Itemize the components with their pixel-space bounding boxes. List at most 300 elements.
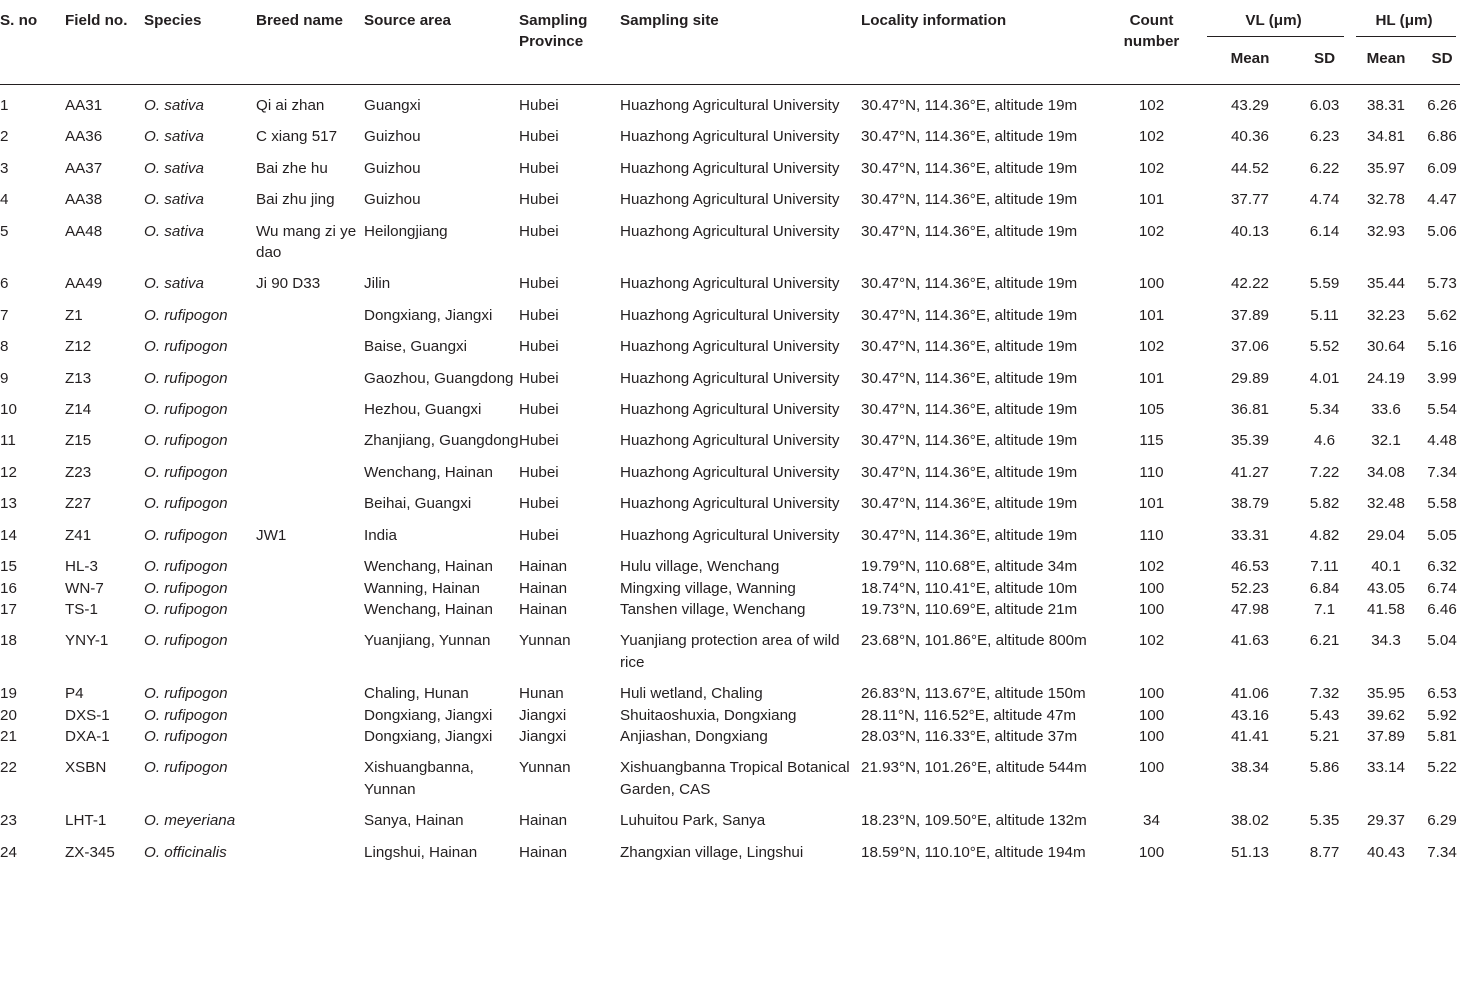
table-row: [0, 515, 1460, 546]
cell-locality: 26.83°N, 113.67°E, altitude 150m: [861, 685, 1086, 703]
cell-field: AA49: [65, 275, 103, 293]
cell-breed: [256, 832, 364, 863]
cell-vl-mean: 33.31: [1230, 526, 1269, 544]
cell-province: Hubei: [519, 401, 559, 419]
cell-source: Dongxiang, Jiangxi: [364, 306, 493, 324]
cell-count: 110: [1139, 463, 1164, 481]
cell-vl-sd: 5.52: [1309, 338, 1340, 356]
cell-hl-mean: 34.3: [1371, 632, 1401, 650]
cell-breed: [256, 420, 364, 451]
cell-breed: [256, 705, 364, 726]
cell-hl-mean: 39.62: [1367, 706, 1406, 724]
cell-species: O. rufipogon: [144, 632, 228, 650]
cell-sno: 17: [0, 600, 17, 618]
cell-sno: 12: [0, 463, 17, 481]
cell-sno: 10: [0, 401, 17, 419]
cell-vl-mean: 29.89: [1230, 369, 1269, 387]
cell-count: 101: [1138, 369, 1165, 387]
cell-vl-sd: 7.32: [1309, 685, 1340, 703]
cell-breed: C xiang 517: [256, 128, 338, 146]
cell-vl-sd: 5.82: [1309, 495, 1340, 513]
cell-field: Z13: [65, 369, 92, 387]
cell-hl-mean: 35.97: [1367, 159, 1406, 177]
cell-locality: 21.93°N, 101.26°E, altitude 544m: [861, 759, 1087, 777]
cell-province: Hubei: [519, 191, 559, 209]
cell-vl-sd: 5.21: [1309, 727, 1340, 745]
cell-vl-mean: 41.27: [1230, 463, 1269, 481]
cell-locality: 30.47°N, 114.36°E, altitude 19m: [861, 275, 1078, 293]
cell-locality: 19.79°N, 110.68°E, altitude 34m: [861, 558, 1078, 576]
cell-species: O. rufipogon: [144, 463, 228, 481]
cell-locality: 18.74°N, 110.41°E, altitude 10m: [861, 579, 1078, 597]
cell-breed: Qi ai zhan: [256, 97, 325, 114]
cell-hl-sd: 4.48: [1427, 432, 1457, 450]
cell-province: Jiangxi: [519, 706, 567, 724]
table-row: [0, 452, 1460, 483]
cell-field: HL-3: [65, 558, 98, 576]
cell-species: O. rufipogon: [144, 306, 228, 324]
cell-breed: Ji 90 D33: [256, 275, 321, 293]
table-row: [0, 358, 1460, 389]
cell-hl-sd: 5.04: [1427, 632, 1457, 650]
cell-source: Chaling, Hunan: [364, 685, 469, 703]
cell-breed: [256, 546, 364, 577]
cell-vl-sd: 6.03: [1309, 97, 1340, 114]
cell-province: Hainan: [519, 558, 568, 576]
cell-site: Huazhong Agricultural University: [620, 369, 840, 387]
cell-hl-mean: 38.31: [1367, 97, 1406, 114]
cell-hl-sd: 5.22: [1427, 759, 1457, 777]
cell-field: P4: [65, 685, 84, 703]
cell-vl-sd: 5.34: [1309, 401, 1340, 419]
cell-hl-sd: 6.09: [1427, 159, 1457, 177]
cell-hl-sd: 6.74: [1427, 579, 1457, 597]
cell-vl-mean: 40.13: [1230, 222, 1269, 240]
cell-vl-mean: 42.22: [1230, 275, 1269, 293]
cell-hl-mean: 29.37: [1367, 812, 1406, 830]
header-vl-sd: SD: [1301, 40, 1348, 85]
cell-count: 102: [1138, 338, 1165, 356]
cell-species: O. rufipogon: [144, 526, 228, 544]
cell-site: Shuitaoshuxia, Dongxiang: [620, 706, 797, 724]
cell-source: Zhanjiang, Guangdong: [364, 432, 519, 450]
table-row: [0, 483, 1460, 514]
cell-locality: 30.47°N, 114.36°E, altitude 19m: [861, 97, 1078, 114]
cell-vl-mean: 43.29: [1230, 97, 1269, 114]
cell-sno: 19: [0, 685, 17, 703]
cell-hl-sd: 6.26: [1427, 97, 1457, 114]
cell-count: 100: [1138, 706, 1165, 724]
cell-breed: [256, 620, 364, 673]
table-row: [0, 578, 1460, 599]
cell-field: Z41: [65, 526, 92, 544]
cell-site: Huli wetland, Chaling: [620, 685, 763, 703]
cell-vl-sd: 7.22: [1309, 463, 1340, 481]
cell-species: O. rufipogon: [144, 495, 228, 513]
cell-species: O. rufipogon: [144, 338, 228, 356]
cell-source: Heilongjiang: [364, 222, 448, 240]
cell-site: Tanshen village, Wenchang: [620, 600, 806, 618]
cell-hl-mean: 32.93: [1367, 222, 1406, 240]
cell-vl-sd: 4.01: [1309, 369, 1340, 387]
cell-hl-sd: 5.58: [1427, 495, 1457, 513]
header-hl-group: [1348, 0, 1460, 40]
cell-province: Hubei: [519, 338, 559, 356]
cell-vl-mean: 40.36: [1230, 128, 1269, 146]
cell-field: YNY-1: [65, 632, 109, 650]
cell-species: O. rufipogon: [144, 727, 228, 745]
cell-breed: [256, 599, 364, 620]
cell-province: Hubei: [519, 128, 559, 146]
cell-species: O. sativa: [144, 275, 204, 293]
cell-vl-sd: 5.11: [1310, 306, 1339, 324]
cell-species: O. sativa: [144, 128, 204, 146]
cell-locality: 30.47°N, 114.36°E, altitude 19m: [861, 463, 1078, 481]
cell-hl-sd: 3.99: [1427, 369, 1457, 387]
cell-count: 102: [1138, 558, 1165, 576]
cell-field: AA36: [65, 128, 103, 146]
cell-species: O. rufipogon: [144, 579, 228, 597]
table-row: [0, 295, 1460, 326]
cell-locality: 30.47°N, 114.36°E, altitude 19m: [861, 128, 1078, 146]
cell-source: Guizhou: [364, 191, 421, 209]
cell-count: 115: [1139, 432, 1164, 450]
cell-vl-mean: 38.02: [1230, 812, 1269, 830]
cell-vl-mean: 47.98: [1230, 600, 1269, 618]
cell-hl-sd: 6.32: [1427, 558, 1457, 576]
cell-hl-mean: 32.1: [1371, 432, 1401, 450]
cell-hl-sd: 5.73: [1427, 275, 1457, 293]
cell-field: AA48: [65, 222, 103, 240]
cell-count: 102: [1138, 128, 1165, 146]
cell-site: Anjiashan, Dongxiang: [620, 727, 768, 745]
cell-province: Hubei: [519, 159, 559, 177]
cell-source: Guizhou: [364, 128, 421, 146]
cell-hl-mean: 41.58: [1367, 600, 1406, 618]
header-field-no: Field no.: [65, 0, 144, 85]
cell-province: Yunnan: [519, 632, 571, 650]
cell-sno: 23: [0, 812, 17, 830]
cell-sno: 21: [0, 727, 17, 745]
cell-site: Huazhong Agricultural University: [620, 306, 840, 324]
cell-species: O. meyeriana: [144, 812, 236, 830]
cell-site: Huazhong Agricultural University: [620, 526, 840, 544]
cell-count: 100: [1138, 579, 1165, 597]
cell-count: 101: [1138, 191, 1165, 209]
cell-vl-sd: 5.59: [1309, 275, 1340, 293]
cell-breed: [256, 578, 364, 599]
cell-sno: 2: [0, 128, 9, 146]
cell-species: O. rufipogon: [144, 706, 228, 724]
cell-vl-sd: 5.43: [1309, 706, 1340, 724]
cell-sno: 7: [0, 306, 9, 324]
cell-breed: [256, 673, 364, 704]
cell-vl-sd: 6.14: [1309, 222, 1340, 240]
cell-hl-sd: 6.53: [1427, 685, 1457, 703]
cell-field: ZX-345: [65, 843, 115, 861]
cell-species: O. rufipogon: [144, 685, 228, 703]
cell-hl-sd: 5.16: [1427, 338, 1457, 356]
cell-sno: 14: [0, 526, 17, 544]
cell-breed: [256, 483, 364, 514]
cell-sno: 20: [0, 706, 17, 724]
cell-site: Huazhong Agricultural University: [620, 128, 840, 146]
cell-locality: 30.47°N, 114.36°E, altitude 19m: [861, 159, 1078, 177]
cell-province: Hubei: [519, 463, 559, 481]
cell-vl-mean: 37.77: [1230, 191, 1269, 209]
cell-hl-mean: 40.43: [1367, 843, 1406, 861]
cell-hl-mean: 30.64: [1367, 338, 1406, 356]
cell-count: 105: [1138, 401, 1165, 419]
cell-vl-mean: 35.39: [1230, 432, 1269, 450]
cell-hl-mean: 33.6: [1371, 401, 1401, 419]
cell-breed: [256, 800, 364, 831]
cell-province: Hainan: [519, 843, 568, 861]
cell-site: Huazhong Agricultural University: [620, 222, 840, 240]
cell-sno: 22: [0, 759, 17, 777]
cell-source: Xishuangbanna, Yunnan: [364, 759, 474, 798]
cell-field: AA31: [65, 97, 103, 114]
cell-field: LHT-1: [65, 812, 107, 830]
cell-sno: 18: [0, 632, 17, 650]
cell-field: Z14: [65, 401, 92, 419]
cell-hl-mean: 35.95: [1367, 685, 1406, 703]
cell-site: Xishuangbanna Tropical Botanical Garden, CAS: [620, 759, 850, 798]
cell-locality: 30.47°N, 114.36°E, altitude 19m: [861, 338, 1078, 356]
cell-vl-mean: 37.06: [1230, 338, 1269, 356]
cell-site: Huazhong Agricultural University: [620, 432, 840, 450]
cell-sno: 4: [0, 191, 9, 209]
cell-vl-sd: 6.21: [1309, 632, 1340, 650]
cell-source: Jilin: [364, 275, 391, 293]
cell-count: 102: [1138, 222, 1165, 240]
cell-hl-mean: 32.23: [1367, 306, 1406, 324]
cell-vl-sd: 5.86: [1309, 759, 1340, 777]
cell-vl-sd: 6.23: [1309, 128, 1340, 146]
cell-site: Hulu village, Wenchang: [620, 558, 780, 576]
cell-hl-sd: 5.81: [1427, 727, 1457, 745]
cell-species: O. rufipogon: [144, 759, 228, 777]
table-row: [0, 705, 1460, 726]
cell-province: Hainan: [519, 579, 568, 597]
cell-source: India: [364, 526, 397, 544]
cell-vl-mean: 38.34: [1230, 759, 1269, 777]
cell-vl-sd: 4.6: [1313, 432, 1336, 450]
cell-field: TS-1: [65, 600, 98, 618]
header-vl-group: [1199, 0, 1348, 40]
cell-hl-sd: 5.06: [1427, 222, 1457, 240]
cell-site: Luhuitou Park, Sanya: [620, 812, 766, 830]
cell-locality: 30.47°N, 114.36°E, altitude 19m: [861, 191, 1078, 209]
cell-source: Wenchang, Hainan: [364, 600, 493, 618]
cell-vl-mean: 36.81: [1230, 401, 1269, 419]
cell-locality: 28.11°N, 116.52°E, altitude 47m: [861, 706, 1077, 724]
cell-site: Huazhong Agricultural University: [620, 275, 840, 293]
cell-field: Z1: [65, 306, 83, 324]
cell-province: Jiangxi: [519, 727, 567, 745]
header-locality-information: Locality information: [861, 0, 1104, 85]
table-row: [0, 389, 1460, 420]
cell-source: Dongxiang, Jiangxi: [364, 727, 493, 745]
cell-vl-mean: 38.79: [1230, 495, 1269, 513]
cell-vl-mean: 41.41: [1230, 727, 1269, 745]
cell-province: Hubei: [519, 275, 559, 293]
cell-field: Z15: [65, 432, 92, 450]
cell-count: 102: [1138, 159, 1165, 177]
cell-vl-sd: 5.35: [1309, 812, 1340, 830]
cell-count: 100: [1138, 727, 1165, 745]
cell-count: 101: [1138, 306, 1165, 324]
cell-vl-mean: 41.06: [1230, 685, 1269, 703]
cell-site: Huazhong Agricultural University: [620, 463, 840, 481]
cell-sno: 11: [0, 432, 16, 450]
cell-hl-mean: 32.78: [1367, 191, 1406, 209]
cell-hl-sd: 6.86: [1427, 128, 1457, 146]
cell-field: DXS-1: [65, 706, 110, 724]
cell-field: Z12: [65, 338, 92, 356]
cell-hl-mean: 37.89: [1367, 727, 1406, 745]
cell-breed: Wu mang zi ye dao: [256, 222, 357, 262]
cell-breed: [256, 747, 364, 800]
cell-site: Huazhong Agricultural University: [620, 401, 840, 419]
cell-locality: 30.47°N, 114.36°E, altitude 19m: [861, 495, 1078, 513]
cell-source: Beihai, Guangxi: [364, 495, 472, 513]
cell-sno: 16: [0, 579, 17, 597]
header-sno: S. no: [0, 0, 65, 85]
cell-locality: 18.59°N, 110.10°E, altitude 194m: [861, 843, 1086, 861]
cell-source: Lingshui, Hainan: [364, 843, 478, 861]
cell-locality: 30.47°N, 114.36°E, altitude 19m: [861, 526, 1078, 544]
cell-province: Hubei: [519, 369, 559, 387]
cell-species: O. rufipogon: [144, 558, 228, 576]
cell-breed: Bai zhe hu: [256, 159, 328, 177]
cell-locality: 30.47°N, 114.36°E, altitude 19m: [861, 432, 1078, 450]
cell-species: O. sativa: [144, 159, 204, 177]
cell-source: Hezhou, Guangxi: [364, 401, 482, 419]
cell-field: AA37: [65, 159, 103, 177]
cell-count: 102: [1138, 632, 1165, 650]
table-row: [0, 546, 1460, 577]
cell-hl-mean: 24.19: [1367, 369, 1406, 387]
cell-locality: 18.23°N, 109.50°E, altitude 132m: [861, 812, 1087, 830]
cell-sno: 3: [0, 159, 9, 177]
cell-vl-sd: 4.74: [1309, 191, 1340, 209]
cell-hl-sd: 5.62: [1427, 306, 1457, 324]
cell-species: O. rufipogon: [144, 432, 228, 450]
cell-locality: 30.47°N, 114.36°E, altitude 19m: [861, 222, 1078, 240]
cell-species: O. sativa: [144, 222, 204, 240]
cell-province: Hubei: [519, 222, 559, 240]
header-count-number: Count number: [1104, 0, 1199, 85]
hl-group-rule: [1356, 36, 1456, 37]
cell-count: 100: [1138, 843, 1165, 861]
cell-vl-sd: 7.11: [1310, 558, 1339, 576]
header-breed-name: Breed name: [256, 0, 364, 85]
cell-vl-mean: 51.13: [1230, 843, 1269, 861]
cell-species: O. sativa: [144, 191, 204, 209]
cell-hl-mean: 35.44: [1367, 275, 1406, 293]
cell-breed: [256, 326, 364, 357]
header-hl-sd: SD: [1424, 40, 1460, 85]
cell-vl-mean: 37.89: [1230, 306, 1269, 324]
cell-locality: 28.03°N, 116.33°E, altitude 37m: [861, 727, 1078, 745]
cell-province: Hubei: [519, 526, 559, 544]
cell-vl-mean: 46.53: [1230, 558, 1269, 576]
cell-hl-mean: 40.1: [1371, 558, 1401, 576]
cell-field: XSBN: [65, 759, 107, 777]
header-vl-mean: Mean: [1199, 40, 1301, 85]
cell-species: O. officinalis: [144, 843, 227, 861]
cell-hl-sd: 5.54: [1427, 401, 1457, 419]
cell-hl-sd: 5.92: [1427, 706, 1457, 724]
header-sampling-province: Sampling Province: [519, 0, 620, 85]
cell-province: Hunan: [519, 685, 564, 703]
cell-breed: [256, 389, 364, 420]
cell-site: Zhangxian village, Lingshui: [620, 843, 804, 861]
cell-hl-sd: 7.34: [1427, 463, 1457, 481]
cell-vl-mean: 44.52: [1230, 159, 1269, 177]
cell-breed: [256, 295, 364, 326]
cell-vl-sd: 7.1: [1313, 600, 1336, 618]
cell-sno: 8: [0, 338, 9, 356]
cell-source: Wenchang, Hainan: [364, 558, 493, 576]
cell-hl-sd: 6.46: [1427, 600, 1457, 618]
cell-source: Yuanjiang, Yunnan: [364, 632, 491, 650]
table-row: [0, 420, 1460, 451]
table-row: [0, 747, 1460, 800]
cell-count: 101: [1138, 495, 1165, 513]
cell-province: Hubei: [519, 97, 559, 114]
cell-breed: Bai zhu jing: [256, 191, 335, 209]
cell-locality: 23.68°N, 101.86°E, altitude 800m: [861, 632, 1087, 650]
cell-count: 100: [1138, 600, 1165, 618]
cell-site: Mingxing village, Wanning: [620, 579, 796, 597]
header-species: Species: [144, 0, 256, 85]
table-row: [0, 116, 1460, 147]
cell-province: Hainan: [519, 600, 568, 618]
cell-site: Huazhong Agricultural University: [620, 495, 840, 513]
cell-vl-sd: 4.82: [1309, 526, 1340, 544]
cell-vl-mean: 41.63: [1230, 632, 1269, 650]
cell-hl-mean: 34.08: [1367, 463, 1406, 481]
cell-province: Hubei: [519, 495, 559, 513]
table-row: [0, 148, 1460, 179]
cell-source: Dongxiang, Jiangxi: [364, 706, 493, 724]
cell-hl-sd: 6.29: [1427, 812, 1457, 830]
cell-field: AA38: [65, 191, 103, 209]
cell-vl-mean: 43.16: [1230, 706, 1269, 724]
cell-species: O. rufipogon: [144, 369, 228, 387]
table-row: [0, 211, 1460, 264]
table-row: [0, 326, 1460, 357]
table-row: [0, 726, 1460, 747]
table-row: [0, 832, 1460, 863]
cell-count: 102: [1138, 97, 1165, 114]
cell-hl-mean: 29.04: [1367, 526, 1406, 544]
table-row: [0, 673, 1460, 704]
table-row: [0, 620, 1460, 673]
cell-count: 34: [1143, 812, 1160, 830]
cell-species: O. rufipogon: [144, 401, 228, 419]
vl-group-rule: [1207, 36, 1344, 37]
cell-province: Hubei: [519, 432, 559, 450]
table-row: [0, 800, 1460, 831]
cell-count: 100: [1138, 275, 1165, 293]
header-hl: HL (μm): [1375, 12, 1433, 29]
cell-site: Huazhong Agricultural University: [620, 97, 840, 114]
cell-hl-mean: 33.14: [1367, 759, 1406, 777]
cell-locality: 30.47°N, 114.36°E, altitude 19m: [861, 401, 1078, 419]
